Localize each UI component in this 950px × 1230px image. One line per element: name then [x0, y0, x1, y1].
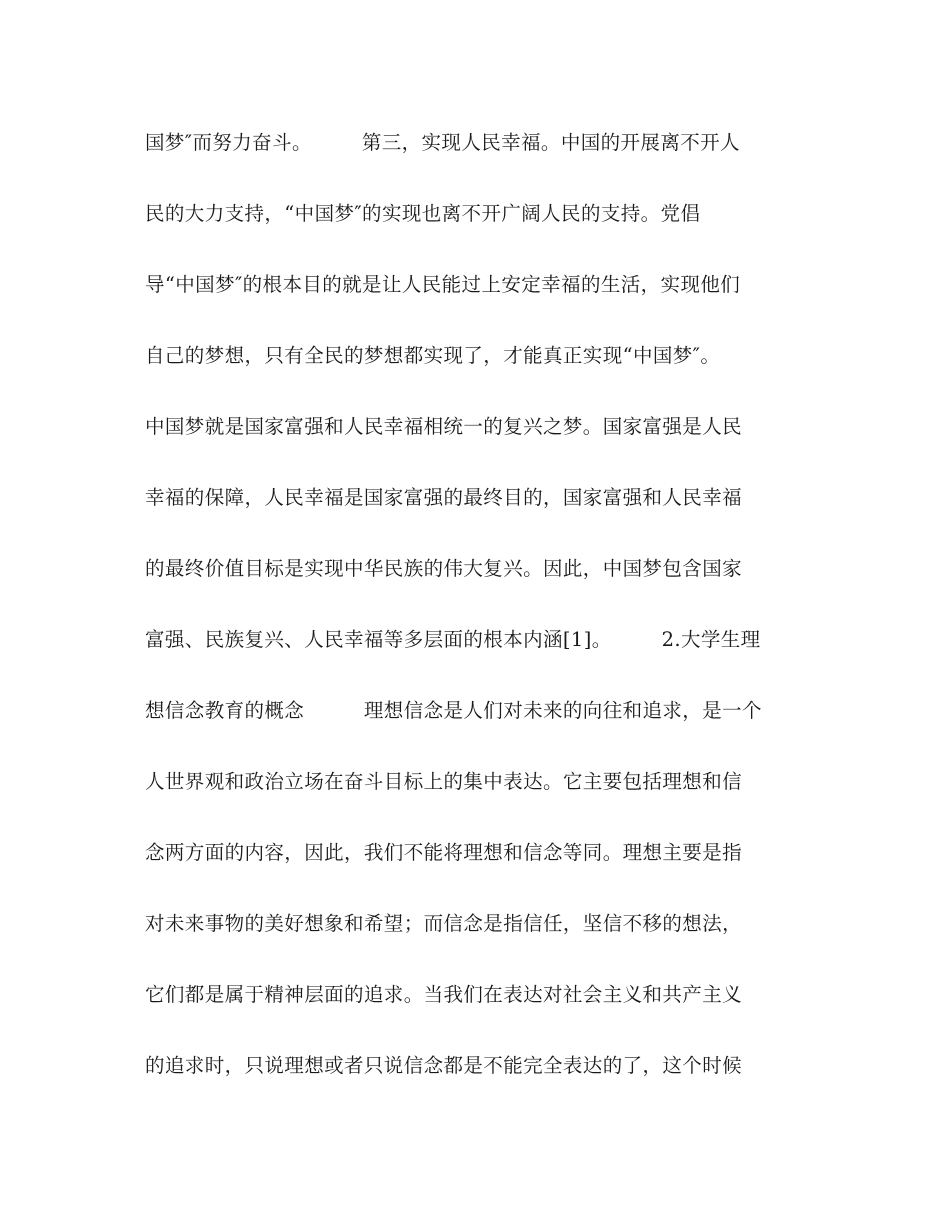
text-line: 富强、民族复兴、人民幸福等多层面的根本内涵[1]。 2.大学生理	[145, 628, 761, 651]
text-line: 民的大力支持，“中国梦″的实现也离不开广阔人民的支持。党倡	[145, 202, 701, 225]
text-line: 对未来事物的美好想象和希望；而信念是指信任，坚信不移的想法，	[145, 912, 743, 935]
text-line: 想信念教育的概念 理想信念是人们对未来的向往和追求，是一个	[145, 699, 762, 722]
text-line: 国梦″而努力奋斗。 第三，实现人民幸福。中国的开展离不开人	[145, 131, 740, 154]
text-line: 的最终价值目标是实现中华民族的伟大复兴。因此，中国梦包含国家	[145, 557, 743, 580]
text-line: 幸福的保障，人民幸福是国家富强的最终目的，国家富强和人民幸福	[145, 486, 743, 509]
text-line: 导“中国梦″的根本目的就是让人民能过上安定幸福的生活，实现他们	[145, 273, 741, 296]
text-line: 中国梦就是国家富强和人民幸福相统一的复兴之梦。国家富强是人民	[145, 415, 743, 438]
text-line: 的追求时，只说理想或者只说信念都是不能完全表达的了，这个时候	[145, 1054, 743, 1077]
text-line: 自己的梦想，只有全民的梦想都实现了，才能真正实现“中国梦″。	[145, 344, 721, 367]
text-line: 念两方面的内容，因此，我们不能将理想和信念等同。理想主要是指	[145, 841, 743, 864]
text-line: 人世界观和政治立场在奋斗目标上的集中表达。它主要包括理想和信	[145, 770, 743, 793]
text-line: 它们都是属于精神层面的追求。当我们在表达对社会主义和共产主义	[145, 983, 743, 1006]
